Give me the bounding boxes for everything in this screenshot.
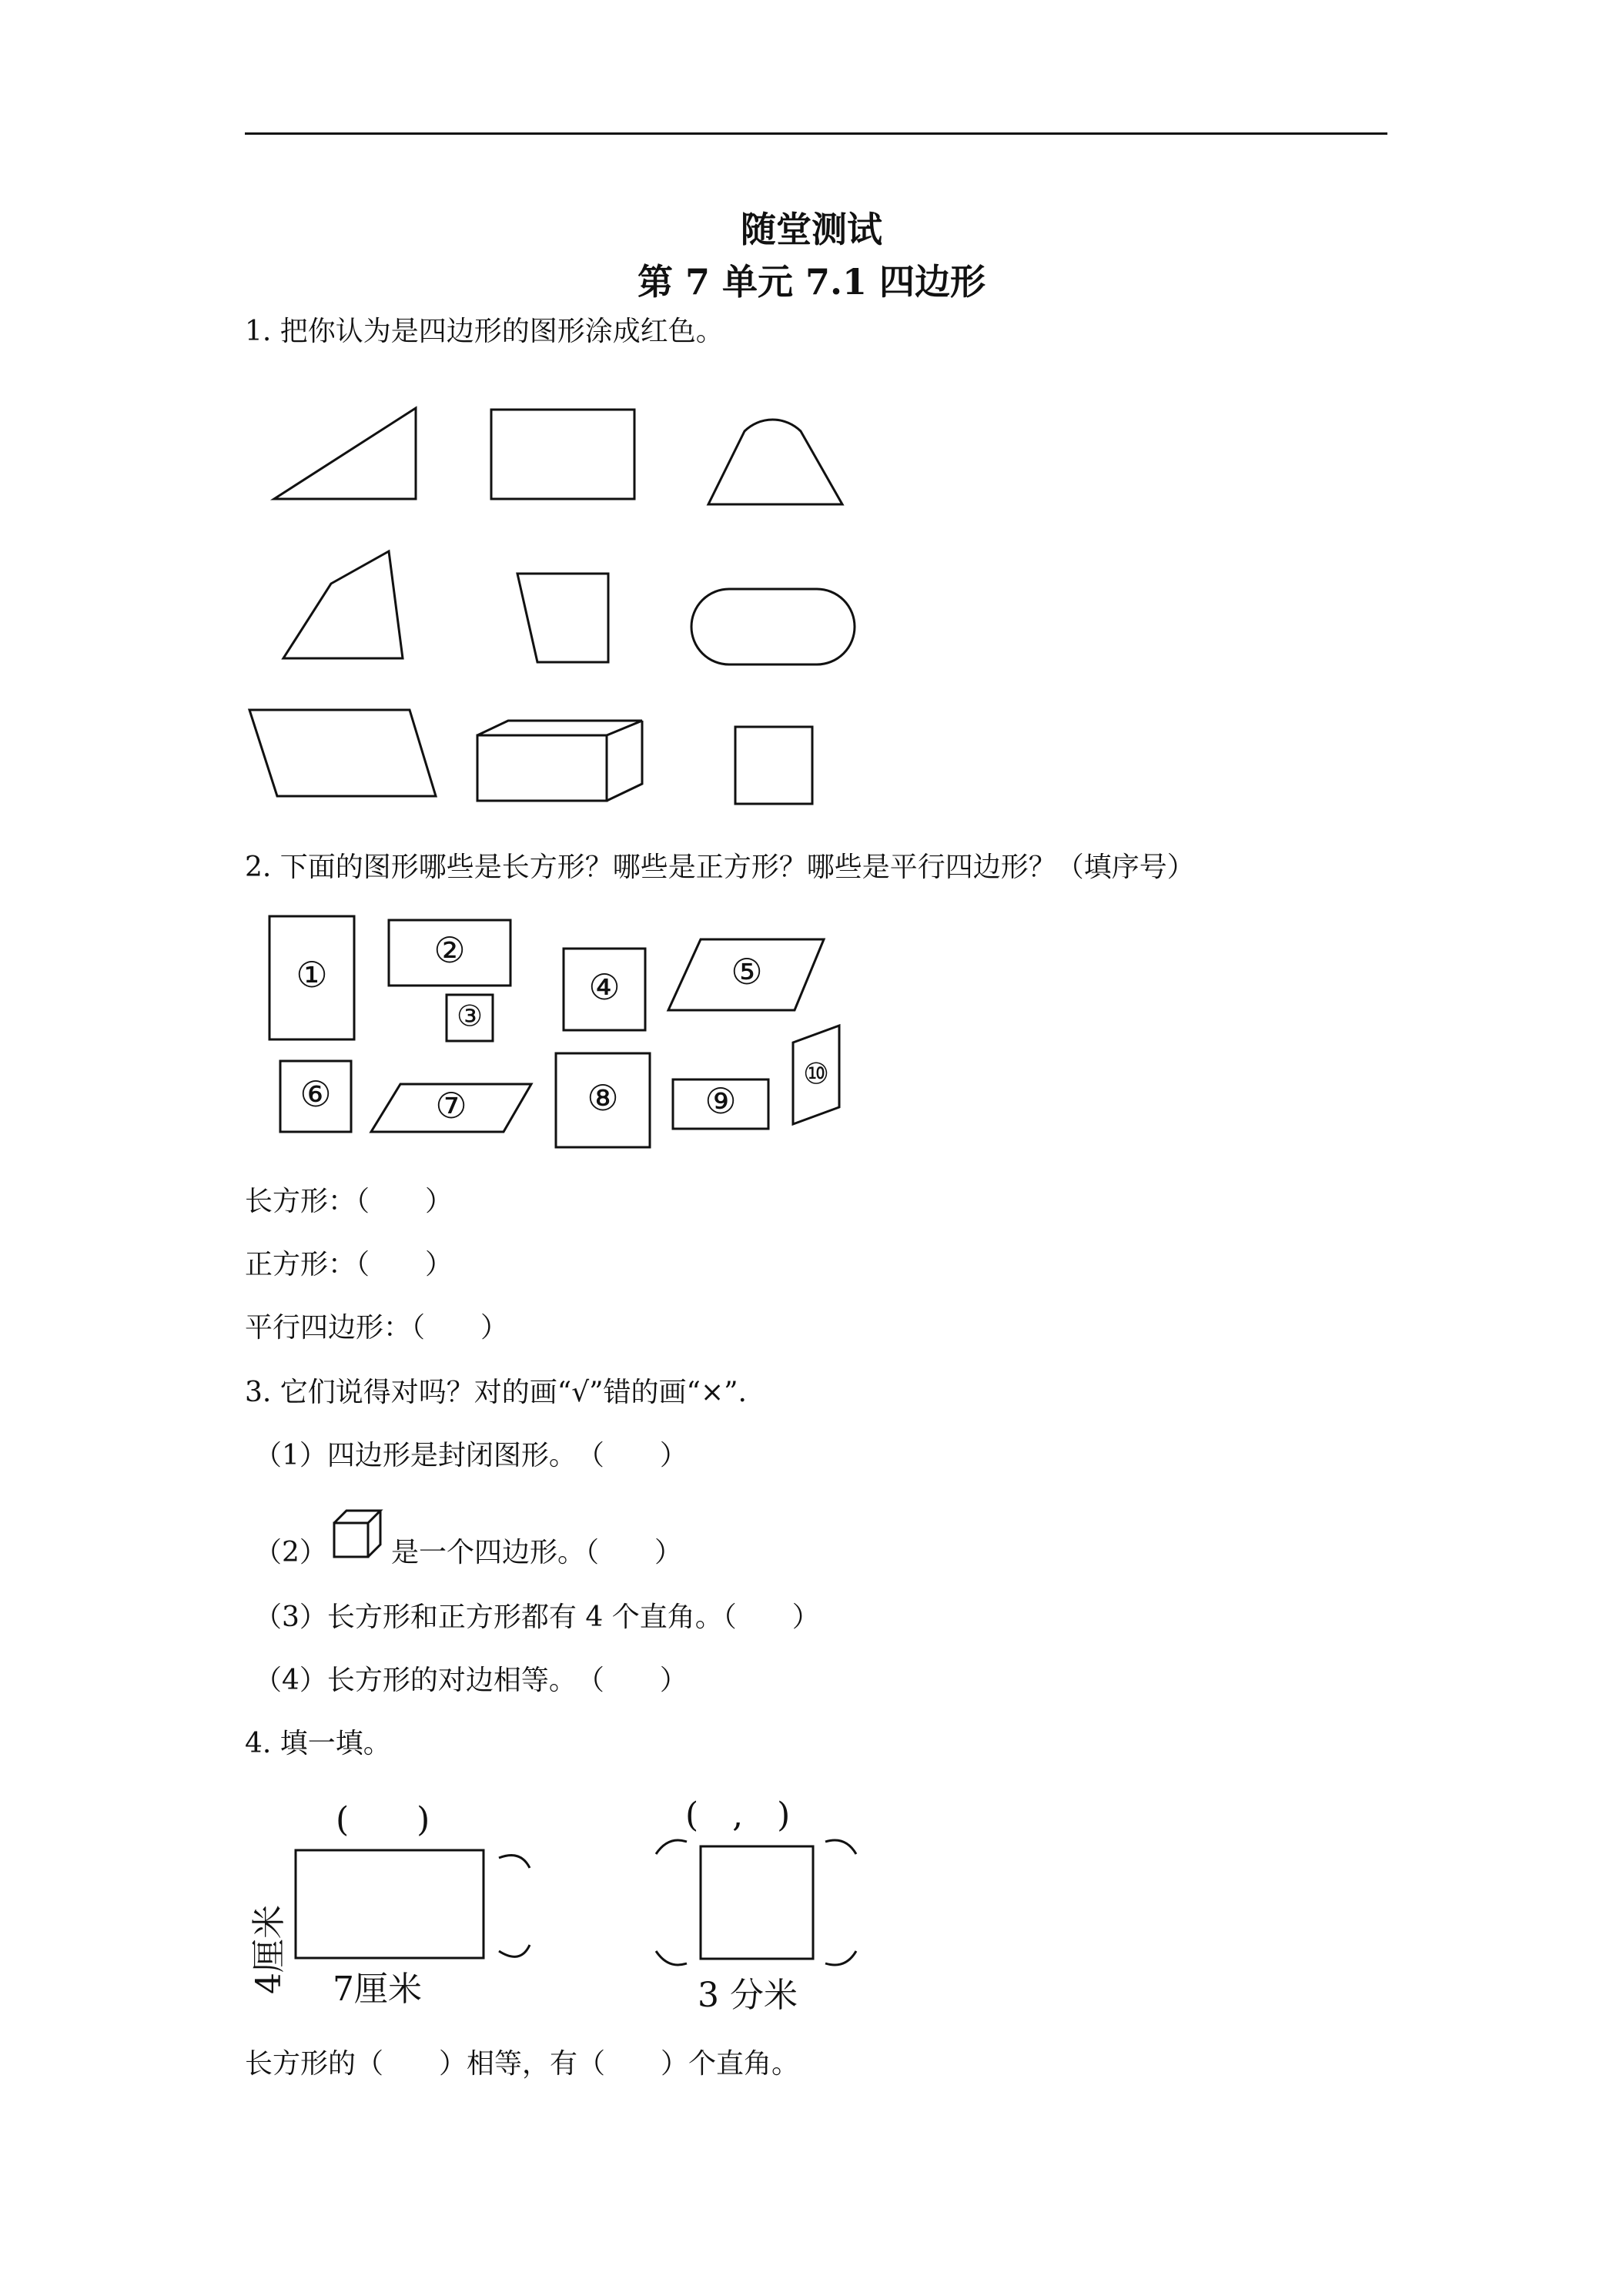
q2-label-5: ⑤ [731, 951, 763, 992]
q2-label-6: ⑥ [300, 1073, 332, 1115]
q3-item-2[interactable]: 是一个四边形。（ ） [391, 1537, 683, 1568]
q3-prompt: 3. 它们说得对吗？对的画“√”错的画“×”. [245, 1377, 747, 1408]
q4-rect-right-bracket-bottom [499, 1945, 530, 1956]
page-title: 随堂测试 [741, 209, 882, 250]
q2-label-4: ④ [588, 966, 621, 1008]
q3-item-3[interactable]: （3）长方形和正方形都有 4 个直角。（ ） [254, 1602, 820, 1633]
q1-shape-square[interactable] [735, 727, 812, 804]
q2-answer-parallelogram[interactable]: 平行四边形：（ ） [245, 1312, 509, 1344]
q1-shape-triangle[interactable] [274, 408, 416, 499]
q1-shape-parallelogram[interactable] [249, 710, 436, 796]
q1-shape-trapezoid[interactable] [517, 574, 608, 662]
q4-square-left-bracket-top [656, 1840, 687, 1854]
q4-square-top-blank: ( , ) [685, 1796, 791, 1835]
q2-label-3: ③ [456, 999, 484, 1033]
q2-label-2: ② [433, 929, 466, 971]
q4-square-left-bracket-bottom [656, 1951, 687, 1965]
q2-label-10: ⑩ [802, 1056, 830, 1091]
page-subtitle: 第 7 单元 7.1 四边形 [637, 261, 986, 303]
q1-shape-cuboid[interactable] [477, 721, 642, 801]
q1-shape-rectangle[interactable] [491, 410, 634, 499]
q4-square [701, 1846, 813, 1959]
q4-rect-right-bracket [499, 1856, 530, 1868]
q2-label-1: ① [296, 954, 328, 996]
q4-square-right-bracket-top [825, 1840, 856, 1854]
q2-label-7: ⑦ [435, 1085, 467, 1126]
q2-label-9: ⑨ [704, 1080, 737, 1122]
q1-prompt: 1. 把你认为是四边形的图形涂成红色。 [245, 316, 724, 347]
q2-answer-square[interactable]: 正方形：（ ） [245, 1249, 453, 1280]
cube-icon [334, 1511, 380, 1557]
q1-shape-irregular-quadrilateral[interactable] [283, 551, 403, 658]
q3-item-1[interactable]: （1）四边形是封闭图形。 （ ） [254, 1440, 688, 1471]
q2-answer-rectangle[interactable]: 长方形：（ ） [245, 1186, 453, 1217]
q2-label-8: ⑧ [587, 1077, 619, 1119]
q3-item-4[interactable]: （4）长方形的对边相等。 （ ） [254, 1665, 688, 1696]
q4-sentence[interactable]: 长方形的（ ）相等，有（ ）个直角。 [245, 2048, 800, 2080]
q1-shape-stadium[interactable] [691, 589, 855, 664]
q1-shape-dome-trapezoid[interactable] [708, 420, 842, 504]
q4-rect-width-label: 7厘米 [333, 1970, 422, 2009]
q4-square-width-label: 3 分米 [698, 1976, 798, 2015]
q4-rect-top-blank: ( ) [336, 1800, 430, 1839]
q4-rect-height-label: 4厘米 [249, 1905, 289, 1994]
q4-rectangle [296, 1850, 484, 1958]
q3-item-2-prefix: （2） [254, 1537, 327, 1568]
q4-prompt: 4. 填一填。 [245, 1728, 391, 1759]
q4-square-right-bracket-bottom [825, 1951, 856, 1965]
q2-prompt: 2. 下面的图形哪些是长方形？哪些是正方形？哪些是平行四边形？（填序号） [245, 852, 1195, 883]
